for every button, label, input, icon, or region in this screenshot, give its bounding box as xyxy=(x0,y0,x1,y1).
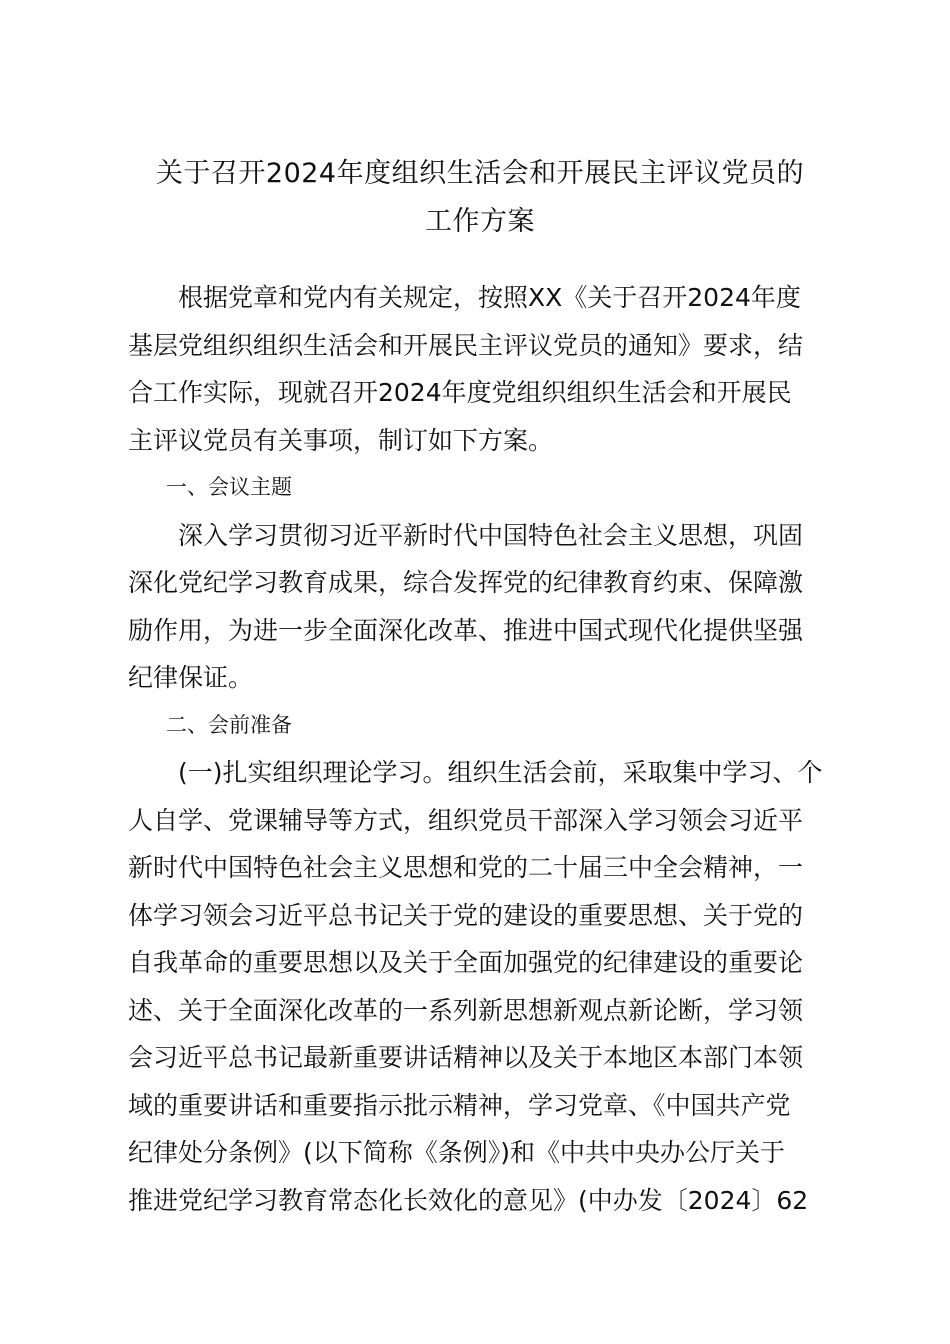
text-line: 励作用，为进一步全面深化改革、推进中国式现代化提供坚强 xyxy=(128,615,804,645)
text-line: 推进党纪学习教育常态化长效化的意见》(中办发〔2024〕62 xyxy=(128,1185,809,1215)
text-line: 域的重要讲话和重要指示批示精神，学习党章、《中国共产党 xyxy=(128,1090,791,1120)
intro-paragraph xyxy=(128,274,828,464)
text-line: 合工作实际，现就召开2024年度党组织组织生活会和开展民 xyxy=(128,378,792,407)
text-line: 深入学习贯彻习近平新时代中国特色社会主义思想，巩固 xyxy=(178,520,804,550)
text-line: 人自学、党课辅导等方式，组织党员干部深入学习领会习近平 xyxy=(128,805,804,835)
text-line: 会习近平总书记最新重要讲话精神以及关于本地区本部门本领 xyxy=(128,1043,804,1072)
section-heading-1: 一、会议主题 xyxy=(166,475,292,499)
section-2-paragraph xyxy=(128,749,828,1224)
text-line: 基层党组织组织生活会和开展民主评议党员的通知》要求，结 xyxy=(128,330,804,360)
text-line: 深化党纪学习教育成果，综合发挥党的纪律教育约束、保障激 xyxy=(128,568,804,597)
document-body xyxy=(128,274,828,1224)
text-line: 纪律保证。 xyxy=(128,663,254,692)
text-line: (一)扎实组织理论学习。组织生活会前，采取集中学习、个 xyxy=(178,758,823,787)
section-1-paragraph xyxy=(128,512,828,702)
title-line-2: 工作方案 xyxy=(425,205,535,237)
section-heading-2: 二、会前准备 xyxy=(166,712,292,737)
text-line: 自我革命的重要思想以及关于全面加强党的纪律建设的重要论 xyxy=(128,948,804,977)
text-line: 根据党章和党内有关规定，按照XX《关于召开2024年度 xyxy=(178,283,801,312)
title-line-1: 关于召开2024年度组织生活会和开展民主评议党员的 xyxy=(155,158,805,189)
text-line: 纪律处分条例》(以下简称《条例》)和《中共中央办公厅关于 xyxy=(128,1138,786,1167)
text-line: 新时代中国特色社会主义思想和党的二十届三中全会精神，一 xyxy=(128,853,804,882)
text-line: 主评议党员有关事项，制订如下方案。 xyxy=(128,425,554,455)
text-line: 体学习领会习近平总书记关于党的建设的重要思想、关于党的 xyxy=(128,900,804,930)
document-title xyxy=(100,150,860,245)
text-line: 述、关于全面深化改革的一系列新思想新观点新论断，学习领 xyxy=(128,995,804,1025)
